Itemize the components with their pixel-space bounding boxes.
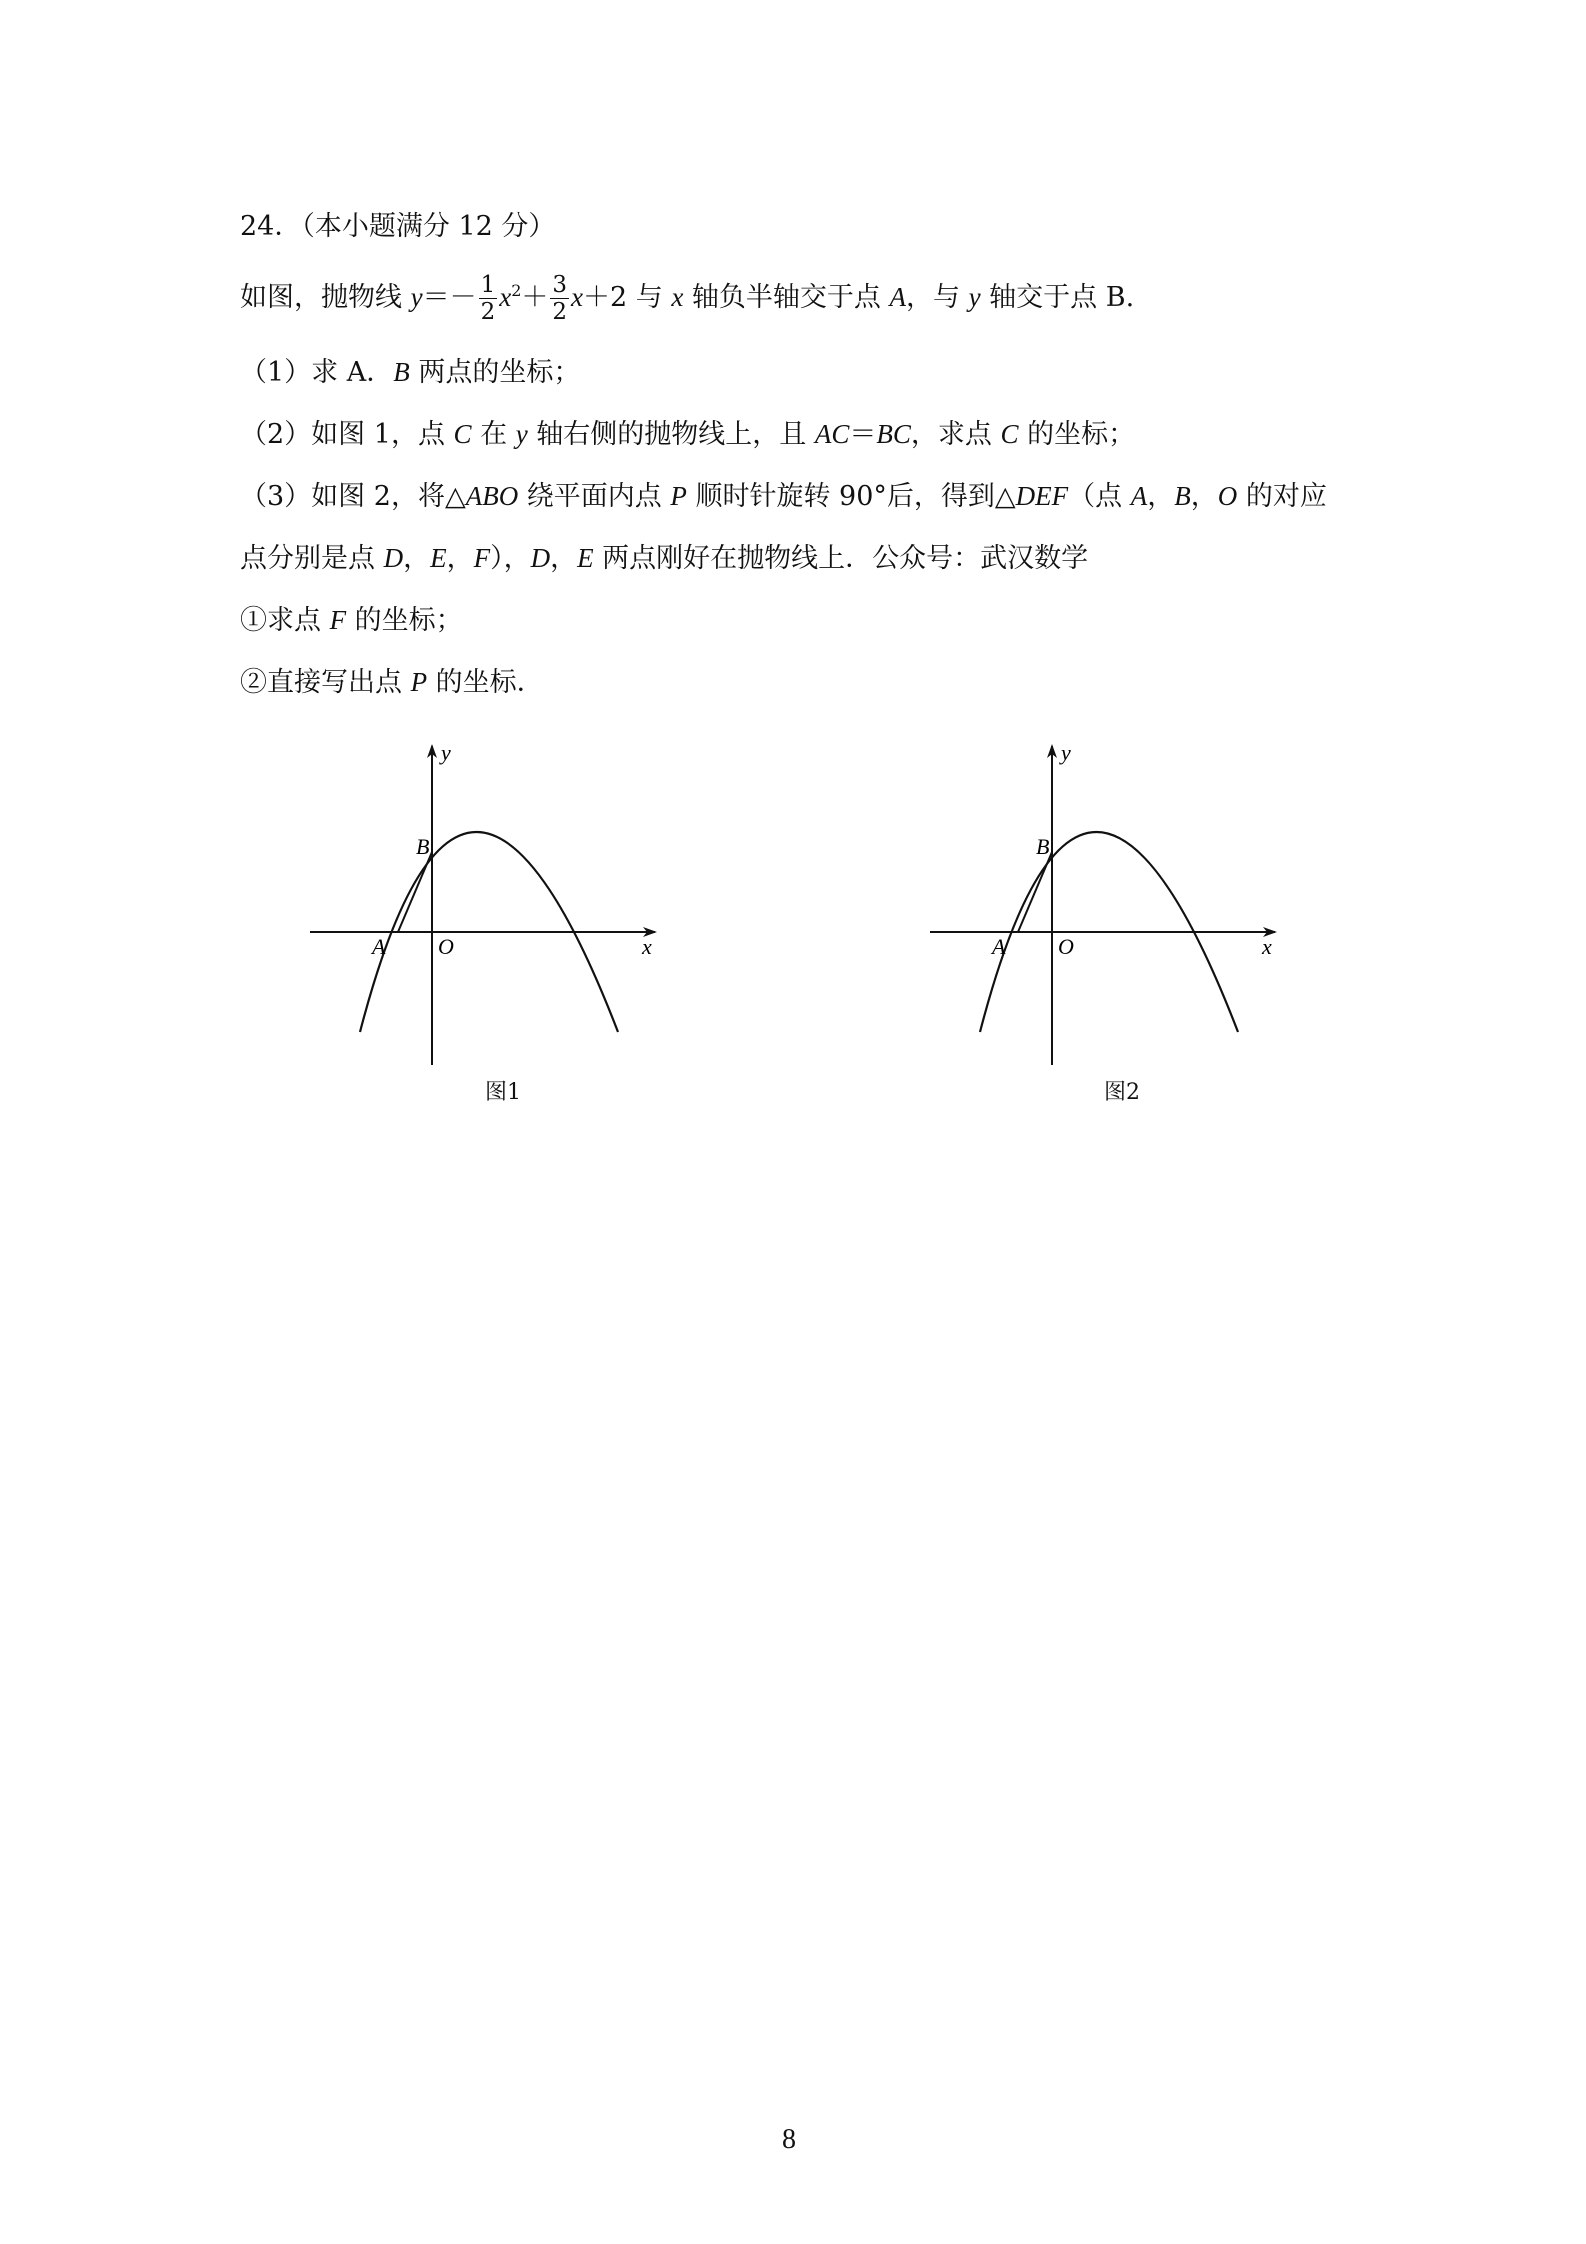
part3b-text-5: ， <box>550 543 578 574</box>
sub1-text-2: 的坐标； <box>346 605 463 636</box>
question-part-2 <box>240 417 1135 452</box>
question-sub-1 <box>240 603 463 638</box>
part2-segment-ac: AC <box>814 419 850 449</box>
question-sub-2 <box>240 665 544 700</box>
sub2-text-1: ②直接写出点 <box>240 667 411 698</box>
part3b-point-e: E <box>577 543 594 573</box>
sub2-point-p: P <box>410 667 428 697</box>
intro-var-x: x <box>671 282 684 312</box>
fraction-numerator: 1 <box>480 272 496 298</box>
label-b: B <box>416 834 430 859</box>
intro-text-3: ＋ <box>521 282 549 313</box>
label-x: x <box>1262 934 1272 959</box>
label-a: A <box>372 934 386 959</box>
part3b-point-d: D <box>530 543 551 573</box>
part2-equals: ＝ <box>849 419 877 450</box>
part2-text-1: （2）如图 1，点 <box>240 419 454 450</box>
part3-text-5: ， <box>1147 481 1175 512</box>
part2-point-c: C <box>453 419 472 449</box>
label-y: y <box>1061 740 1071 765</box>
segment-ab <box>398 852 432 932</box>
intro-text-4: ＋2 与 <box>583 282 672 313</box>
part3-text-3: 顺时针旋转 90°后，得到△ <box>686 481 1016 512</box>
figure-1-graph <box>300 740 670 1080</box>
part2-var-y: y <box>515 419 528 449</box>
part2-segment-bc: BC <box>876 419 911 449</box>
segment-ab <box>1018 852 1052 932</box>
part3b-point-f: F <box>473 543 491 573</box>
part3-text-7: 的对应 <box>1237 481 1327 512</box>
label-y: y <box>441 740 451 765</box>
part2-text-3: 轴右侧的抛物线上，且 <box>527 419 815 450</box>
question-header-text: 24．（本小题满分 12 分） <box>240 211 556 242</box>
part1-point-b: B <box>393 357 410 387</box>
sub2-text-2: 的坐标． <box>427 667 544 698</box>
question-part-1 <box>240 355 580 390</box>
fraction-one-half <box>479 272 498 325</box>
part2-text-2: 在 <box>471 419 516 450</box>
part3-triangle-def: DEF <box>1015 481 1069 511</box>
intro-text-5: 轴负半轴交于点 <box>683 282 890 313</box>
figure-2-caption: 图2 <box>1104 1080 1140 1105</box>
part3b-point-d: D <box>383 543 404 573</box>
part3-triangle-abo: ABO <box>465 481 519 511</box>
intro-text-6: ，与 <box>906 282 969 313</box>
label-o: O <box>1058 934 1074 959</box>
figure-2-graph <box>920 740 1290 1080</box>
sub1-text-1: ①求点 <box>240 605 330 636</box>
label-x: x <box>642 934 652 959</box>
page-number: 8 <box>782 2124 796 2155</box>
part3-point-p: P <box>670 481 687 511</box>
part1-text-2: 两点的坐标； <box>409 357 581 388</box>
part3b-text-1: 点分别是点 <box>240 543 384 574</box>
part3-text-6: ， <box>1190 481 1218 512</box>
intro-text-7: 轴交于点 B. <box>980 282 1135 313</box>
part3-point-b: B <box>1174 481 1191 511</box>
question-part-3-line-1 <box>240 479 1327 514</box>
part3b-text-6: 两点刚好在抛物线上．公众号：武汉数学 <box>593 543 1089 574</box>
intro-var-x: x <box>571 282 584 312</box>
intro-text-2: ＝－ <box>422 282 477 313</box>
part3b-text-3: ， <box>446 543 474 574</box>
part3-point-a: A <box>1130 481 1148 511</box>
part3b-text-4: ）， <box>490 543 531 574</box>
question-intro <box>240 272 1134 325</box>
question-part-3-line-2 <box>240 541 1088 576</box>
fraction-three-halves <box>550 272 569 325</box>
label-a: A <box>992 934 1006 959</box>
intro-var-x: x <box>499 282 512 312</box>
part3-text-4: （点 <box>1068 481 1131 512</box>
part3-point-o: O <box>1217 481 1238 511</box>
part3b-point-e: E <box>430 543 447 573</box>
question-header <box>240 210 555 244</box>
intro-var-y: y <box>410 282 423 312</box>
fraction-numerator: 3 <box>552 272 568 298</box>
part3-text-2: 绕平面内点 <box>518 481 671 512</box>
fraction-denominator: 2 <box>552 299 568 325</box>
part2-point-c: C <box>1000 419 1019 449</box>
intro-exponent: 2 <box>511 281 522 300</box>
intro-var-y: y <box>968 282 981 312</box>
intro-point-a: A <box>889 282 907 312</box>
label-b: B <box>1036 834 1050 859</box>
intro-text-1: 如图，抛物线 <box>240 282 411 313</box>
part3-text-1: （3）如图 2，将△ <box>240 481 466 512</box>
fraction-denominator: 2 <box>480 299 496 325</box>
sub1-point-f: F <box>329 605 347 635</box>
part2-text-5: 的坐标； <box>1018 419 1136 450</box>
figure-1-caption: 图1 <box>485 1080 521 1105</box>
label-o: O <box>438 934 454 959</box>
part3b-text-2: ， <box>403 543 431 574</box>
part1-text-1: （1）求 A． <box>240 357 394 388</box>
part2-text-4: ，求点 <box>910 419 1001 450</box>
